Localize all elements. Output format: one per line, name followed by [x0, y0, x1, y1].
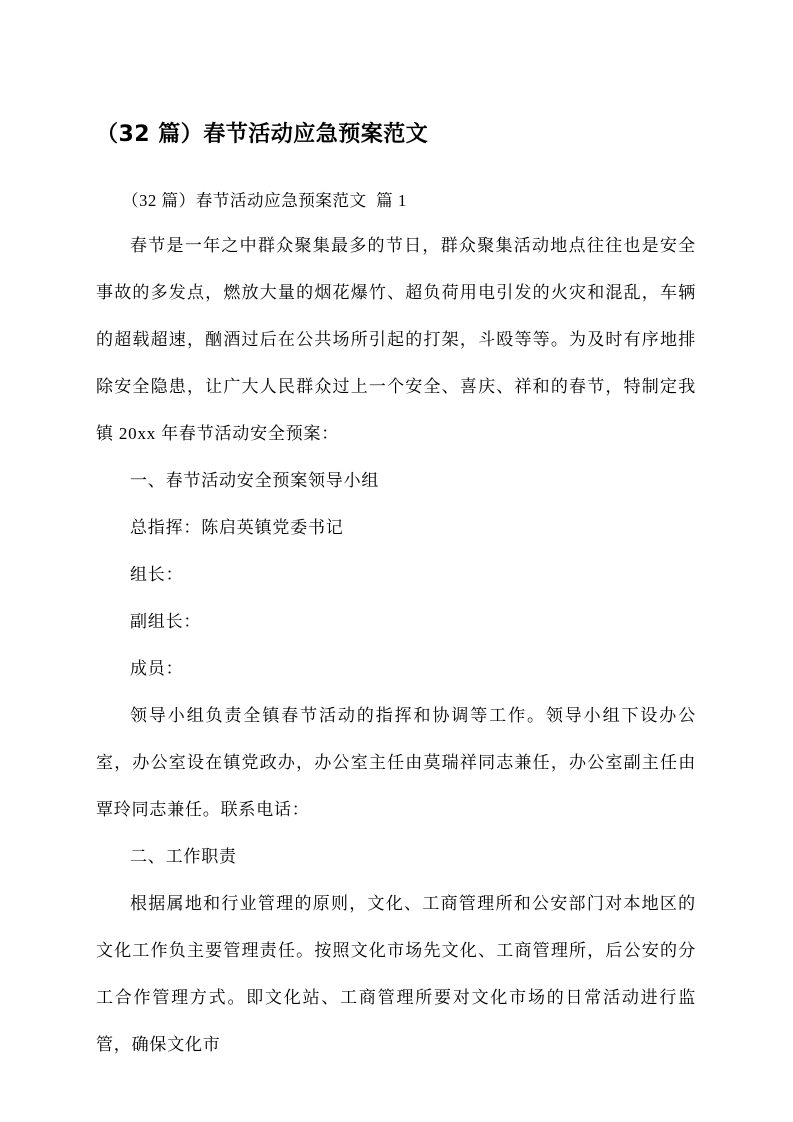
paragraph-7: 领导小组负责全镇春节活动的指挥和协调等工作。领导小组下设办公室，办公室设在镇党政办，办公室主任由莫瑞祥同志兼任，办公室副主任由覃玲同志兼任。联系电话： [96, 706, 696, 819]
paragraph-2: 一、春节活动安全预案领导小组 [130, 471, 380, 490]
document-body [96, 118, 696, 1068]
paragraph-6: 成员： [130, 659, 184, 678]
document-subtitle: （32 篇）春节活动应急预案范文 篇 1 [122, 191, 407, 210]
paragraph-9: 根据属地和行业管理的原则，文化、工商管理所和公安部门对本地区的文化工作负主要管理责任。按照文化市场先文化、工商管理所，后公安的分工合作管理方式。即文化站、工商管理所要对文化市场的日常活动进行监管，确保文化市 [96, 894, 696, 1054]
paragraph-8: 二、工作职责 [130, 847, 237, 866]
paragraph-5: 副组长： [130, 612, 202, 631]
page-title: （32 篇）春节活动应急预案范文 [96, 122, 429, 147]
paragraph-4: 组长： [130, 565, 184, 584]
paragraph-3: 总指挥：陈启英镇党委书记 [130, 518, 344, 537]
paragraph-1: 春节是一年之中群众聚集最多的节日，群众聚集活动地点往往也是安全事故的多发点，燃放大量的烟花爆竹、超负荷用电引发的火灾和混乱，车辆的超载超速，酗酒过后在公共场所引起的打架，斗殴等等。为及时有序地排除安全隐患，让广大人民群众过上一个安全、喜庆、祥和的春节，特制定我镇 20xx 年春节活动安全预案： [96, 236, 696, 443]
